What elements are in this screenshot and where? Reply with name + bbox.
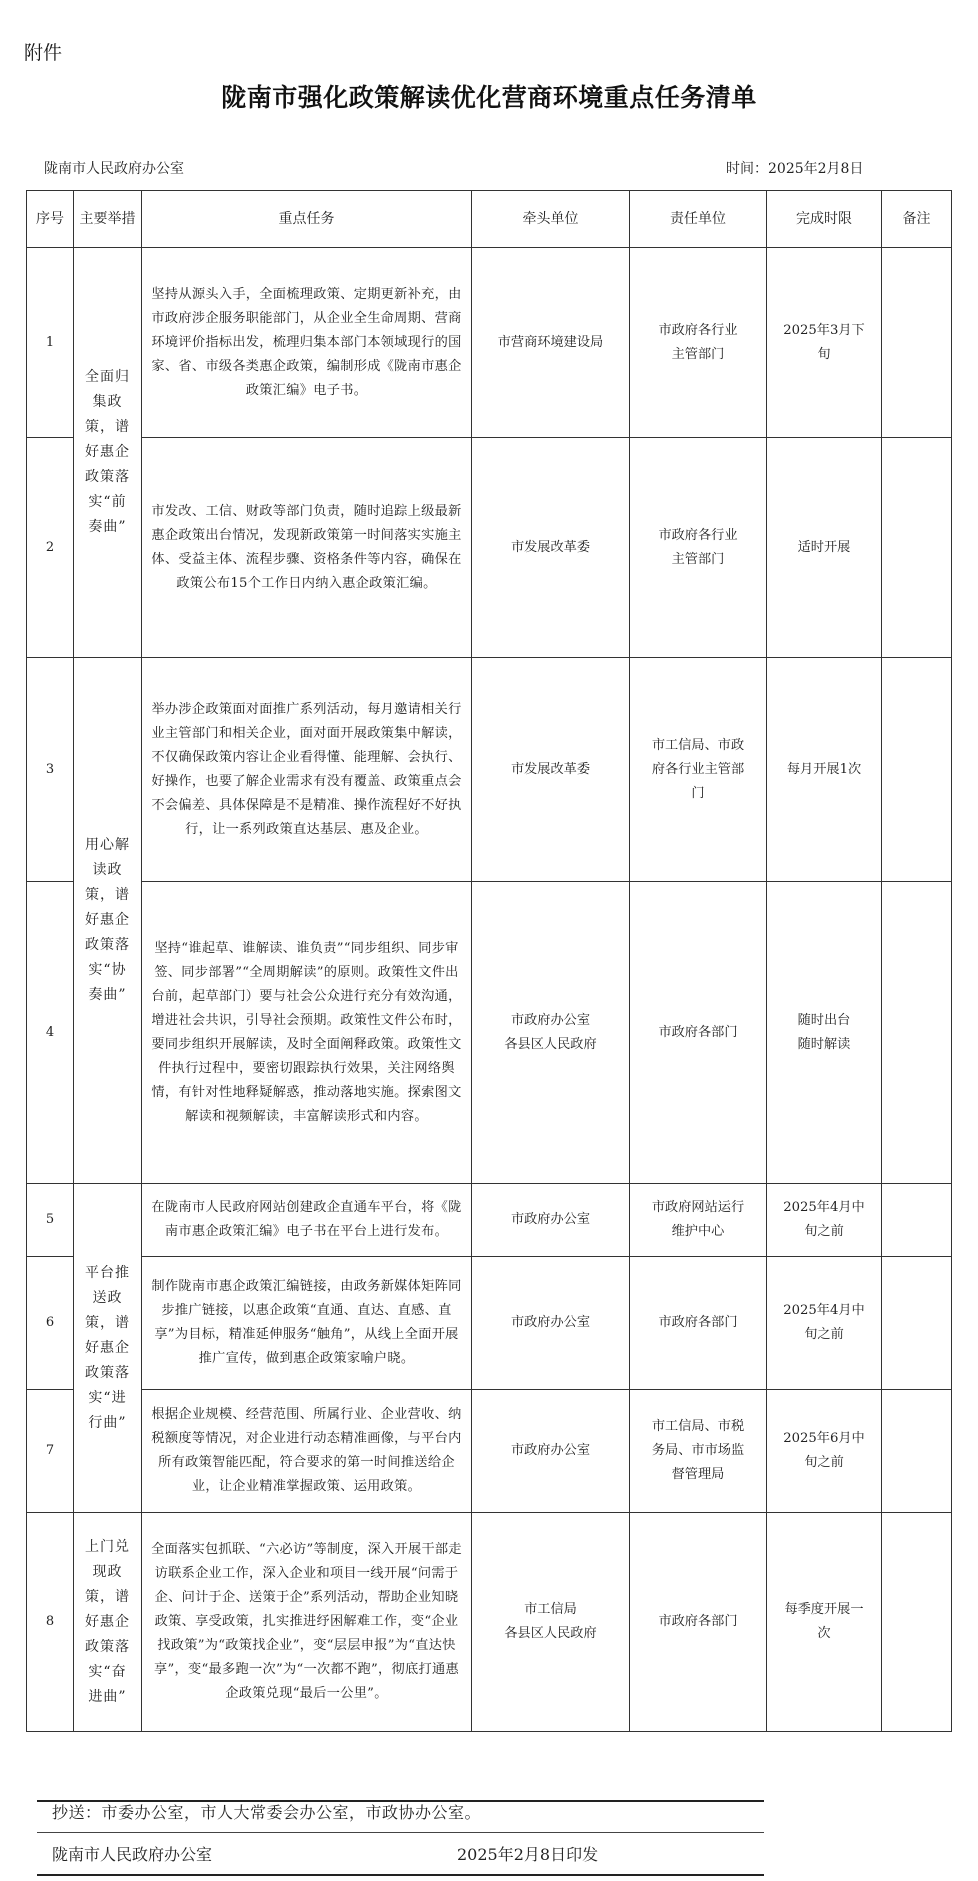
header-remark: 备注 [882, 191, 952, 248]
responsible-unit-cell: 市政府各部门 [630, 1257, 767, 1390]
row-seq: 6 [27, 1257, 74, 1390]
header-responsible-unit: 责任单位 [630, 191, 767, 248]
issuing-office: 陇南市人民政府办公室 [44, 161, 184, 177]
row-seq: 4 [27, 882, 74, 1184]
lead-unit-cell: 市工信局 各县区人民政府 [472, 1513, 630, 1732]
issue-time: 时间：2025年2月8日 [726, 161, 864, 177]
footer-rule-middle [37, 1832, 764, 1833]
header-lead-unit: 牵头单位 [472, 191, 630, 248]
document-title: 陇南市强化政策解读优化营商环境重点任务清单 [221, 83, 757, 112]
row-seq: 5 [27, 1184, 74, 1257]
footer-issue-date: 2025年2月8日印发 [457, 1845, 599, 1864]
responsible-unit-cell: 市政府各行业 主管部门 [630, 438, 767, 658]
deadline-cell: 2025年6月中 旬之前 [767, 1390, 882, 1513]
task-cell: 举办涉企政策面对面推广系列活动，每月邀请相关行业主管部门和相关企业，面对面开展政策集中解读，不仅确保政策内容让企业看得懂、能理解、会执行、好操作，也要了解企业需求有没有覆盖、政策重点会不会偏差、具体保障是不是精准、操作流程好不好执行，让一系列政策直达基层、惠及企业。 [142, 658, 472, 882]
task-cell: 全面落实包抓联、“六必访”等制度，深入开展干部走访联系企业工作，深入企业和项目一线开展“问需于企、问计于企、送策于企”系列活动，帮助企业知晓政策、享受政策，扎实推进纾困解难工作，变“企业找政策”为“政策找企业”，变“层层申报”为“直达快享”，变“最多跑一次”为“一次都不跑”，彻底打通惠企政策兑现“最后一公里”。 [142, 1513, 472, 1732]
row-seq: 1 [27, 248, 74, 438]
lead-unit-cell: 市政府办公室 [472, 1184, 630, 1257]
cc-line: 抄送：市委办公室，市人大常委会办公室，市政协办公室。 [52, 1803, 482, 1822]
lead-unit-cell: 市政府办公室 [472, 1390, 630, 1513]
task-cell: 坚持从源头入手，全面梳理政策、定期更新补充，由市政府涉企服务职能部门，从企业全生命周期、营商环境评价指标出发，梳理归集本部门本领域现行的国家、省、市级各类惠企政策，编制形成《陇南市惠企政策汇编》电子书。 [142, 248, 472, 438]
attachment-label: 附件 [24, 42, 63, 64]
task-cell: 在陇南市人民政府网站创建政企直通车平台，将《陇南市惠企政策汇编》电子书在平台上进行发布。 [142, 1184, 472, 1257]
remark-cell [882, 1513, 952, 1732]
responsible-unit-cell: 市政府网站运行 维护中心 [630, 1184, 767, 1257]
responsible-unit-cell: 市政府各部门 [630, 882, 767, 1184]
task-cell: 制作陇南市惠企政策汇编链接，由政务新媒体矩阵同步推广链接，以惠企政策“直通、直达、直感、直享”为目标，精准延伸服务“触角”，从线上全面开展推广宣传，做到惠企政策家喻户晓。 [142, 1257, 472, 1390]
deadline-cell: 随时出台 随时解读 [767, 882, 882, 1184]
table-row [27, 1390, 952, 1513]
responsible-unit-cell: 市工信局、市政 府各行业主管部 门 [630, 658, 767, 882]
row-seq: 7 [27, 1390, 74, 1513]
deadline-cell: 2025年4月中 旬之前 [767, 1184, 882, 1257]
remark-cell [882, 1184, 952, 1257]
table-row [27, 438, 952, 658]
remark-cell [882, 658, 952, 882]
measure-cell: 平台推送政策，谱好惠企政策落实“进行曲” [74, 1184, 142, 1513]
deadline-cell: 适时开展 [767, 438, 882, 658]
task-table [26, 190, 952, 1732]
responsible-unit-cell: 市政府各行业 主管部门 [630, 248, 767, 438]
deadline-cell: 2025年4月中 旬之前 [767, 1257, 882, 1390]
header-measure: 主要举措 [74, 191, 142, 248]
measure-cell: 上门兑现政策，谱好惠企政策落实“奋进曲” [74, 1513, 142, 1732]
table-row [27, 248, 952, 438]
measure-cell: 用心解读政策，谱好惠企政策落实“协奏曲” [74, 658, 142, 1184]
footer-rule-bottom [37, 1874, 764, 1876]
table-row [27, 1257, 952, 1390]
remark-cell [882, 438, 952, 658]
task-cell: 市发改、工信、财政等部门负责，随时追踪上级最新惠企政策出台情况，发现新政策第一时间落实实施主体、受益主体、流程步骤、资格条件等内容，确保在政策公布15个工作日内纳入惠企政策汇编。 [142, 438, 472, 658]
deadline-cell: 每季度开展一 次 [767, 1513, 882, 1732]
lead-unit-cell: 市发展改革委 [472, 658, 630, 882]
table-row [27, 882, 952, 1184]
footer-issuer: 陇南市人民政府办公室 [52, 1845, 213, 1864]
table-row [27, 658, 952, 882]
header-deadline: 完成时限 [767, 191, 882, 248]
remark-cell [882, 1257, 952, 1390]
deadline-cell: 2025年3月下 旬 [767, 248, 882, 438]
deadline-cell: 每月开展1次 [767, 658, 882, 882]
task-cell: 坚持“谁起草、谁解读、谁负责”“同步组织、同步审签、同步部署”“全周期解读”的原则。政策性文件出台前，起草部门）要与社会公众进行充分有效沟通，增进社会共识，引导社会预期。政策性文件公布时，要同步组织开展解读，及时全面阐释政策。政策性文件执行过程中，要密切跟踪执行效果，关注网络舆情，有针对性地释疑解惑，推动落地实施。探索图文解读和视频解读，丰富解读形式和内容。 [142, 882, 472, 1184]
remark-cell [882, 882, 952, 1184]
responsible-unit-cell: 市工信局、市税 务局、市市场监 督管理局 [630, 1390, 767, 1513]
header-seq: 序号 [27, 191, 74, 248]
table-row [27, 1513, 952, 1732]
header-task: 重点任务 [142, 191, 472, 248]
lead-unit-cell: 市政府办公室 [472, 1257, 630, 1390]
row-seq: 2 [27, 438, 74, 658]
lead-unit-cell: 市政府办公室 各县区人民政府 [472, 882, 630, 1184]
table-header-row [27, 191, 952, 248]
lead-unit-cell: 市营商环境建设局 [472, 248, 630, 438]
remark-cell [882, 1390, 952, 1513]
row-seq: 3 [27, 658, 74, 882]
row-seq: 8 [27, 1513, 74, 1732]
responsible-unit-cell: 市政府各部门 [630, 1513, 767, 1732]
task-cell: 根据企业规模、经营范围、所属行业、企业营收、纳税额度等情况，对企业进行动态精准画像，与平台内所有政策智能匹配，符合要求的第一时间推送给企业，让企业精准掌握政策、运用政策。 [142, 1390, 472, 1513]
measure-cell: 全面归集政策，谱好惠企政策落实“前奏曲” [74, 248, 142, 658]
lead-unit-cell: 市发展改革委 [472, 438, 630, 658]
table-row [27, 1184, 952, 1257]
remark-cell [882, 248, 952, 438]
